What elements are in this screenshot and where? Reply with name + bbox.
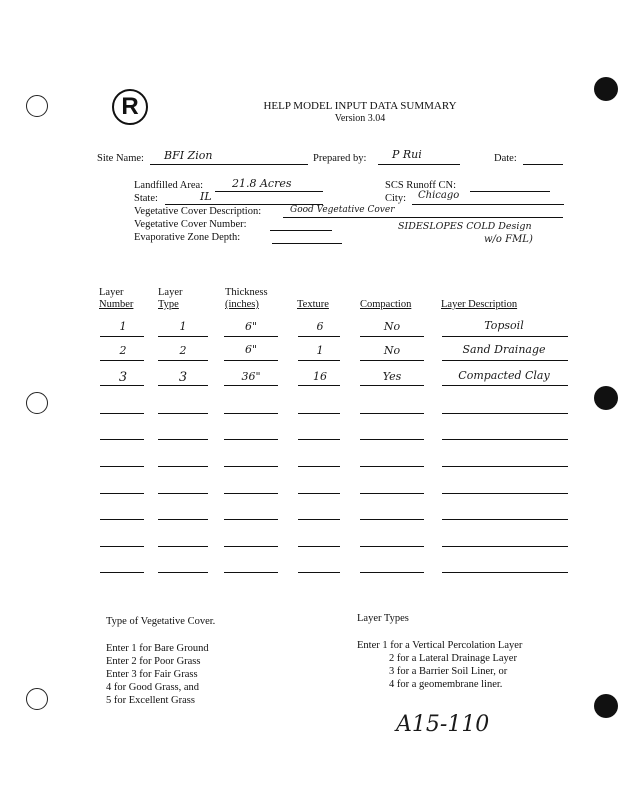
veg-legend-item: Enter 3 for Fair Grass xyxy=(106,669,198,680)
layer-legend-item: Enter 1 for a Vertical Percolation Layer xyxy=(357,640,523,651)
header-layer-number: Layer Number xyxy=(99,287,134,310)
table-cell-line xyxy=(224,385,278,386)
row2-thickness: 6" xyxy=(244,343,258,356)
table-cell-line xyxy=(158,385,208,386)
table-cell-line xyxy=(224,572,278,573)
table-cell-line xyxy=(158,519,208,520)
row1-compaction: No xyxy=(383,320,401,333)
site-name-value: BFI Zion xyxy=(164,149,213,162)
row3-description: Compacted Clay xyxy=(458,369,550,382)
punch-dot-middle xyxy=(594,386,618,410)
city-value: Chicago xyxy=(418,190,460,201)
header-layer-description: Layer Description xyxy=(441,299,518,310)
site-name-line xyxy=(150,164,308,165)
table-cell-line xyxy=(298,466,340,467)
table-cell-line xyxy=(100,413,144,414)
table-cell-line xyxy=(360,360,424,361)
table-cell-line xyxy=(224,413,278,414)
veg-desc-value: Good Vegetative Cover xyxy=(290,205,395,215)
prepared-by-line xyxy=(378,164,460,165)
header-thickness: Thickness (inches) xyxy=(225,287,268,310)
table-cell-line xyxy=(100,493,144,494)
layer-legend-item: 2 for a Lateral Drainage Layer xyxy=(389,653,517,664)
table-cell-line xyxy=(158,413,208,414)
row3-thickness: 36" xyxy=(241,370,261,383)
table-cell-line xyxy=(298,493,340,494)
table-cell-line xyxy=(158,572,208,573)
page-id: A15-110 xyxy=(396,712,490,737)
layer-legend-item: 4 for a geomembrane liner. xyxy=(389,679,503,690)
table-cell-line xyxy=(298,572,340,573)
scs-runoff-label: SCS Runoff CN: xyxy=(385,180,456,191)
city-label: City: xyxy=(385,193,407,204)
table-cell-line xyxy=(360,466,424,467)
logo-letter: R xyxy=(121,93,139,120)
prepared-by-value: P Rui xyxy=(392,148,422,161)
row2-compaction: No xyxy=(383,344,401,357)
table-cell-line xyxy=(442,572,568,573)
table-cell-line xyxy=(442,385,568,386)
table-cell-line xyxy=(224,519,278,520)
header-texture: Texture xyxy=(297,299,329,310)
row2-texture: 1 xyxy=(316,344,324,357)
table-cell-line xyxy=(100,439,144,440)
table-cell-line xyxy=(158,546,208,547)
table-cell-line xyxy=(442,493,568,494)
table-cell-line xyxy=(360,336,424,337)
row3-type: 3 xyxy=(178,370,188,385)
layer-legend-list xyxy=(357,639,522,691)
table-cell-line xyxy=(298,413,340,414)
row3-texture: 16 xyxy=(313,370,327,383)
header-compaction: Compaction xyxy=(360,299,412,310)
scs-runoff-line xyxy=(470,191,550,192)
punch-dot-bottom xyxy=(594,694,618,718)
table-cell-line xyxy=(360,439,424,440)
table-cell-line xyxy=(100,572,144,573)
table-cell-line xyxy=(298,546,340,547)
table-cell-line xyxy=(442,439,568,440)
table-cell-line xyxy=(158,439,208,440)
table-cell-line xyxy=(224,439,278,440)
table-cell-line xyxy=(298,519,340,520)
table-cell-line xyxy=(298,360,340,361)
table-cell-line xyxy=(360,385,424,386)
row2-description: Sand Drainage xyxy=(462,343,546,356)
table-cell-line xyxy=(100,360,144,361)
table-cell-line xyxy=(298,439,340,440)
table-cell-line xyxy=(224,493,278,494)
layer-legend-item: 3 for a Barrier Soil Liner, or xyxy=(389,666,508,677)
table-cell-line xyxy=(442,336,568,337)
veg-desc-line xyxy=(283,217,563,218)
table-cell-line xyxy=(298,385,340,386)
row2-type: 2 xyxy=(179,344,187,357)
row2-number: 2 xyxy=(119,344,127,357)
veg-legend-item: 4 for Good Grass, and xyxy=(106,682,200,693)
row1-type: 1 xyxy=(179,320,187,333)
veg-legend-item: Enter 2 for Poor Grass xyxy=(106,656,201,667)
table-cell-line xyxy=(100,466,144,467)
company-logo xyxy=(112,89,148,125)
table-cell-line xyxy=(100,385,144,386)
table-cell-line xyxy=(100,336,144,337)
state-label: State: xyxy=(134,193,158,204)
table-cell-line xyxy=(360,493,424,494)
date-label: Date: xyxy=(494,153,517,164)
table-cell-line xyxy=(224,466,278,467)
header-layer-type: Layer Type xyxy=(158,287,183,310)
table-cell-line xyxy=(158,466,208,467)
veg-legend-title: Type of Vegetative Cover. xyxy=(106,616,216,627)
table-cell-line xyxy=(360,572,424,573)
page-title: HELP MODEL INPUT DATA SUMMARY xyxy=(263,100,457,112)
table-cell-line xyxy=(298,336,340,337)
evap-depth-label: Evaporative Zone Depth: xyxy=(134,232,241,243)
row1-thickness: 6" xyxy=(244,320,258,333)
site-name-label: Site Name: xyxy=(97,153,144,164)
table-cell-line xyxy=(100,519,144,520)
state-value: IL xyxy=(200,190,212,203)
landfilled-area-label: Landfilled Area: xyxy=(134,180,204,191)
table-cell-line xyxy=(158,360,208,361)
city-line xyxy=(412,204,564,205)
row3-compaction: Yes xyxy=(382,370,402,383)
binder-hole-bottom xyxy=(26,688,48,710)
table-cell-line xyxy=(442,546,568,547)
table-cell-line xyxy=(442,466,568,467)
layer-legend-title: Layer Types xyxy=(357,613,409,624)
side-note-line2: w/o FML) xyxy=(484,234,533,245)
veg-desc-label: Vegetative Cover Description: xyxy=(134,206,262,217)
side-note-line1: SIDESLOPES COLD Design xyxy=(398,221,532,232)
veg-num-line xyxy=(270,230,332,231)
table-cell-line xyxy=(442,413,568,414)
table-cell-line xyxy=(360,519,424,520)
row1-number: 1 xyxy=(119,320,127,333)
table-cell-line xyxy=(224,546,278,547)
veg-legend-item: Enter 1 for Bare Ground xyxy=(106,643,209,654)
binder-hole-top xyxy=(26,95,48,117)
table-cell-line xyxy=(224,336,278,337)
punch-dot-top xyxy=(594,77,618,101)
binder-hole-middle xyxy=(26,392,48,414)
veg-num-label: Vegetative Cover Number: xyxy=(134,219,247,230)
row3-number: 3 xyxy=(118,370,128,385)
row1-texture: 6 xyxy=(316,320,324,333)
table-cell-line xyxy=(100,546,144,547)
evap-depth-line xyxy=(272,243,342,244)
table-cell-line xyxy=(158,336,208,337)
landfilled-area-value: 21.8 Acres xyxy=(232,177,292,190)
table-cell-line xyxy=(442,519,568,520)
table-cell-line xyxy=(360,546,424,547)
veg-legend-item: 5 for Excellent Grass xyxy=(106,695,195,706)
row1-description: Topsoil xyxy=(484,319,524,332)
landfilled-area-line xyxy=(215,191,323,192)
date-line xyxy=(523,164,563,165)
version-label: Version 3.04 xyxy=(334,113,386,124)
table-cell-line xyxy=(442,360,568,361)
table-cell-line xyxy=(360,413,424,414)
table-cell-line xyxy=(158,493,208,494)
table-cell-line xyxy=(224,360,278,361)
prepared-by-label: Prepared by: xyxy=(313,153,367,164)
veg-legend-list xyxy=(106,642,209,707)
